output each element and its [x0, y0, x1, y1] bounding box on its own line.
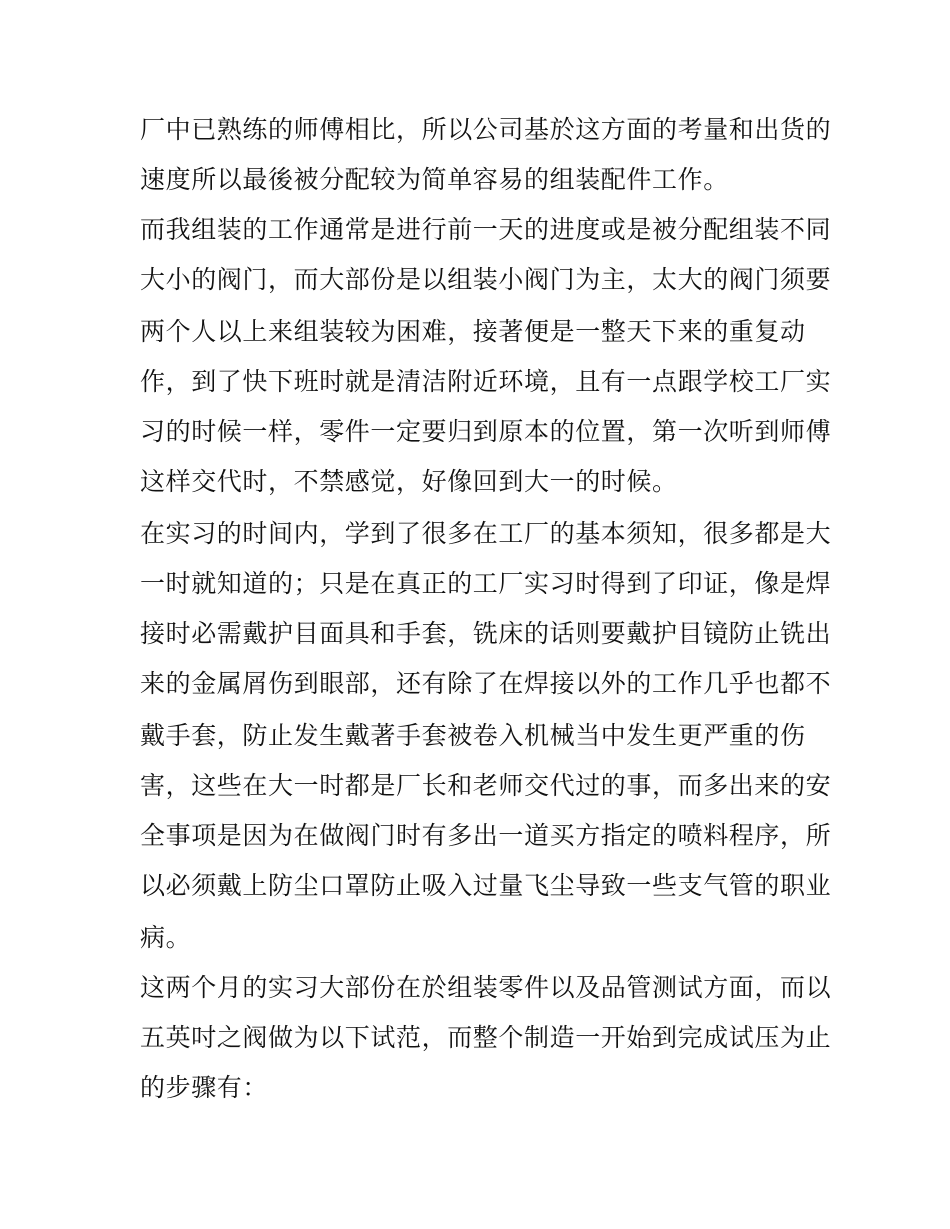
text-line: 厂中已熟练的师傅相比，所以公司基於这方面的考量和出货的 — [140, 115, 832, 144]
text-line: 戴手套，防止发生戴著手套被卷入机械当中发生更严重的伤 — [140, 721, 806, 750]
text-line: 害，这些在大一时都是厂长和老师交代过的事，而多出来的安 — [140, 771, 832, 800]
text-line: 的步骤有： — [140, 1073, 269, 1102]
text-line: 以必须戴上防尘口罩防止吸入过量飞尘导致一些支气管的职业 — [140, 871, 832, 900]
text-line: 习的时候一样，零件一定要归到原本的位置，第一次听到师傅 — [140, 417, 832, 446]
text-line: 作，到了快下班时就是清洁附近环境，且有一点跟学校工厂实 — [140, 367, 832, 396]
text-line: 速度所以最後被分配较为简单容易的组装配件工作。 — [140, 165, 729, 194]
text-line: 这两个月的实习大部份在於组装零件以及品管测试方面，而以 — [140, 973, 832, 1002]
text-line: 来的金属屑伤到眼部，还有除了在焊接以外的工作几乎也都不 — [140, 669, 832, 698]
text-line: 在实习的时间内，学到了很多在工厂的基本须知，很多都是大 — [140, 519, 832, 548]
text-line: 而我组装的工作通常是进行前一天的进度或是被分配组装不同 — [140, 215, 832, 244]
text-line: 接时必需戴护目面具和手套，铣床的话则要戴护目镜防止铣出 — [140, 619, 832, 648]
text-line: 两个人以上来组装较为困难，接著便是一整天下来的重复动 — [140, 317, 806, 346]
text-line: 病。 — [140, 923, 192, 952]
text-line: 全事项是因为在做阀门时有多出一道买方指定的喷料程序，所 — [140, 821, 832, 850]
text-line: 大小的阀门，而大部份是以组装小阀门为主，太大的阀门须要 — [140, 265, 832, 294]
text-line: 五英吋之阀做为以下试范，而整个制造一开始到完成试压为止 — [140, 1023, 832, 1052]
text-line: 这样交代时，不禁感觉，好像回到大一的时候。 — [140, 467, 678, 496]
text-line: 一时就知道的；只是在真正的工厂实习时得到了印证，像是焊 — [140, 569, 832, 598]
